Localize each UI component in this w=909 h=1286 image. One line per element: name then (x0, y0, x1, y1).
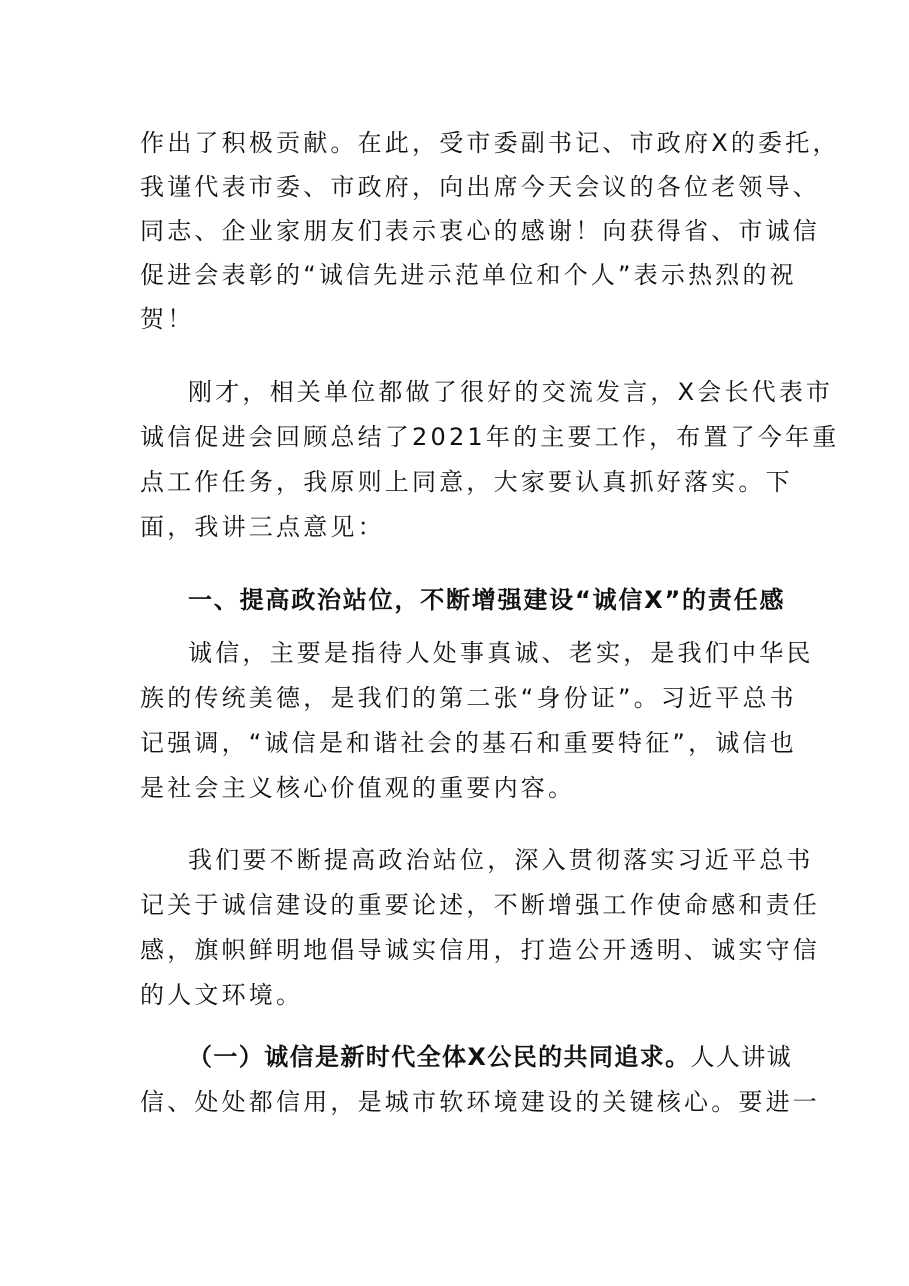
text-line: 面，我讲三点意见： (140, 513, 385, 541)
section-heading: 一、提高政治站位，不断增强建设“诚信X”的责任感 (188, 586, 786, 614)
text-line: 诚信促进会回顾总结了2021年的主要工作，布置了今年重 (140, 423, 840, 451)
subsection-text: 人人讲诚 (690, 1043, 793, 1071)
text-line: 我谨代表市委、市政府，向出席今天会议的各位老领导、 (140, 173, 820, 201)
text-line: 诚信，主要是指待人处事真诚、老实，是我们中华民 (188, 639, 814, 667)
text-line: 同志、企业家朋友们表示衷心的感谢！向获得省、市诚信 (140, 217, 820, 245)
text-line: 信、处处都信用，是城市软环境建设的关键核心。要进一 (140, 1088, 820, 1116)
text-line: 点工作任务，我原则上同意，大家要认真抓好落实。下 (140, 468, 793, 496)
text-line: 是社会主义核心价值观的重要内容。 (140, 774, 576, 802)
text-line: 作出了积极贡献。在此，受市委副书记、市政府X的委托， (140, 129, 840, 157)
text-line: 我们要不断提高政治站位，深入贯彻落实习近平总书 (188, 846, 814, 874)
text-line: 贺！ (140, 305, 195, 333)
subsection-title: （一）诚信是新时代全体X公民的共同追求。 (188, 1043, 691, 1071)
text-line: 刚才，相关单位都做了很好的交流发言，X会长代表市 (188, 378, 834, 406)
text-line: 促进会表彰的“诚信先进示范单位和个人”表示热烈的祝 (140, 261, 797, 289)
text-line: 族的传统美德，是我们的第二张“身份证”。习近平总书 (140, 684, 797, 712)
text-line: 感，旗帜鲜明地倡导诚实信用，打造公开透明、诚实守信 (140, 936, 820, 964)
text-line: 记强调，“诚信是和谐社会的基石和重要特征”，诚信也 (140, 729, 797, 757)
subsection-lead-line (188, 1035, 793, 1079)
text-line: 的人文环境。 (140, 981, 304, 1009)
text-line: 记关于诚信建设的重要论述，不断增强工作使命感和责任 (140, 891, 820, 919)
